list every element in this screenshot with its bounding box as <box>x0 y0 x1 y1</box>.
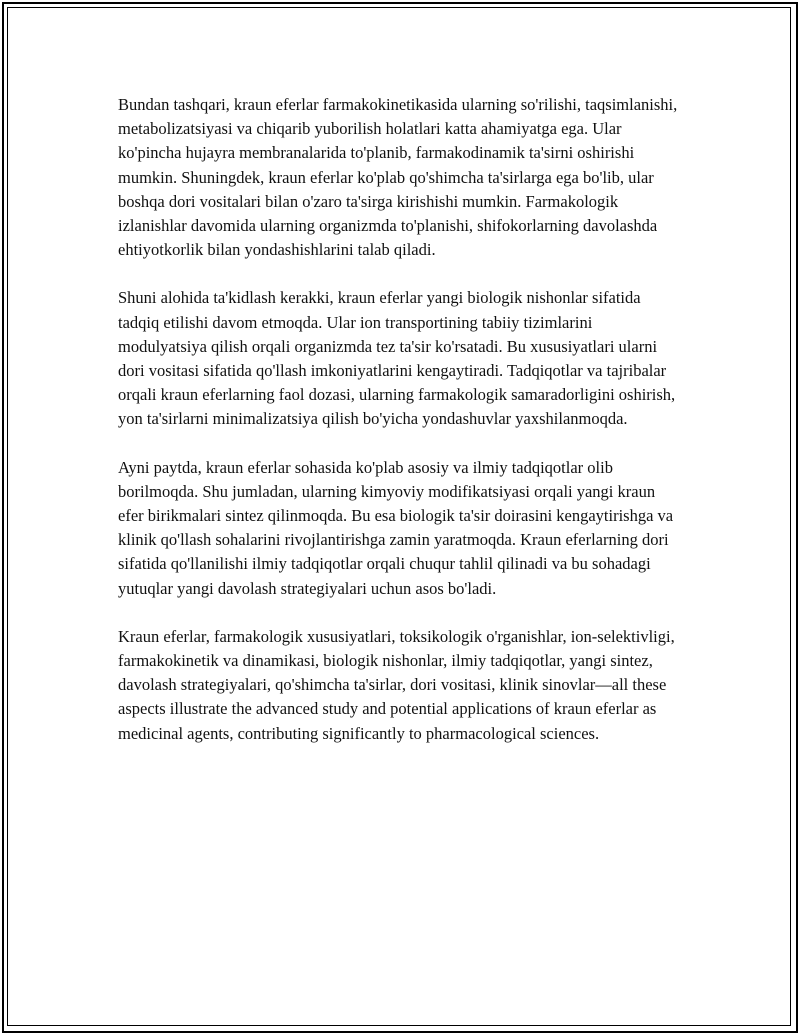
document-body <box>118 93 684 770</box>
paragraph-3: Ayni paytda, kraun eferlar sohasida ko'plab asosiy va ilmiy tadqiqotlar olib borilmoqda. Shu jumladan, ularning kimyoviy modifikatsiyasi orqali yangi kraun efer birikmalari sintez qilinmoqda. Bu esa biologik ta'sir doirasini kengaytirishga va klinik qo'llash sohalarini rivojlantirishga zamin yaratmoqda. Kraun eferlarning dori sifatida qo'llanilishi ilmiy tadqiqotlar orqali chuqur tahlil qilinadi va bu sohadagi yutuqlar yangi davolash strategiyalari uchun asos bo'ladi. <box>118 457 674 598</box>
paragraph-1: Bundan tashqari, kraun eferlar farmakokinetikasida ularning so'rilishi, taqsimlanishi, metabolizatsiyasi va chiqarib yuborilish holatlari katta ahamiyatga ega. Ular ko'pincha hujayra membranalarida to'planib, farmakodinamik ta'sirni oshirishi mumkin. Shuningdek, kraun eferlar ko'plab qo'shimcha ta'sirlarga ega bo'lib, ular boshqa dori vositalari bilan o'zaro ta'sirga kirishishi mumkin. Farmakologik izlanishlar davomida ularning organizmda to'planishi, shifokorlarning davolashda ehtiyotkorlik bilan yondashishlarini talab qiladi. <box>118 95 678 260</box>
paragraph-4: Kraun eferlar, farmakologik xususiyatlari, toksikologik o'rganishlar, ion-selektivligi, farmakokinetik va dinamikasi, biologik nishonlar, ilmiy tadqiqotlar, yangi sintez, davolash strategiyalari, qo'shimcha ta'sirlar, dori vositasi, klinik sinovlar—all these aspects illustrate the advanced study and potential applications of kraun eferlar as medicinal agents, contributing significantly to pharmacological sciences. <box>118 626 675 743</box>
paragraph-2: Shuni alohida ta'kidlash kerakki, kraun eferlar yangi biologik nishonlar sifatida tadqiq etilishi davom etmoqda. Ular ion transportining tabiiy tizimlarini modulyatsiya qilish orqali organizmda tez ta'sir ko'rsatadi. Bu xususiyatlari ularni dori vositasi sifatida qo'llash imkoniyatlarini kengaytiradi. Tadqiqotlar va tajribalar orqali kraun eferlarning faol dozasi, ularning farmakologik samaradorligini oshirish, yon ta'sirlarni minimalizatsiya qilish bo'yicha yondashuvlar yaxshilanmoqda. <box>118 288 676 429</box>
